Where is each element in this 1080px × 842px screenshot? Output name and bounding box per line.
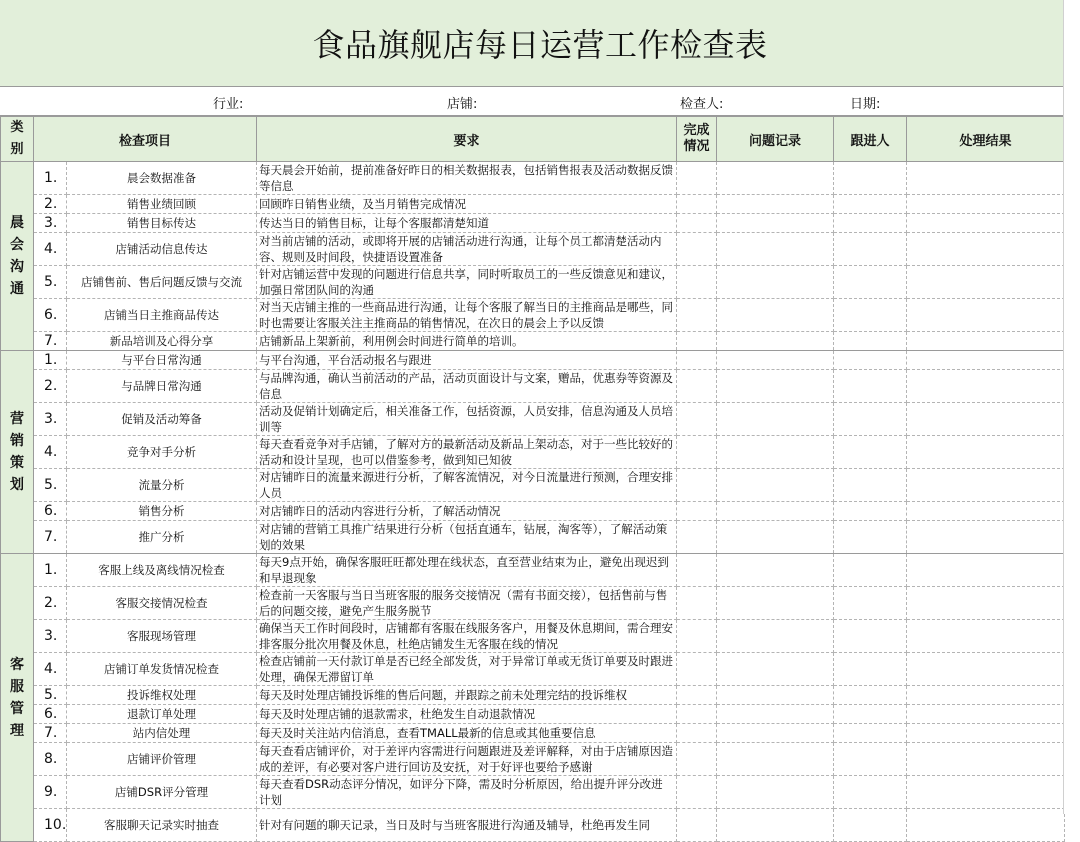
issue-cell[interactable] [717, 686, 834, 705]
category-label: 营销策划 [10, 411, 24, 493]
status-cell[interactable] [677, 620, 717, 653]
result-cell[interactable] [907, 162, 1065, 195]
result-cell[interactable] [907, 351, 1065, 370]
header-issue: 问题记录 [717, 117, 834, 162]
row-number: 3. [34, 620, 67, 653]
follower-cell[interactable] [834, 469, 907, 502]
row-number: 5. [34, 266, 67, 299]
sheet-right-edge [1063, 0, 1080, 814]
row-number: 6. [34, 705, 67, 724]
table-body [1, 162, 1065, 842]
requirement: 检查前一天客服与当日当班客服的服务交接情况（需有书面交接），包括售前与售后的问题交接，避免产生服务脱节 [257, 587, 677, 620]
status-cell[interactable] [677, 195, 717, 214]
status-cell[interactable] [677, 724, 717, 743]
follower-cell[interactable] [834, 587, 907, 620]
check-item: 与品牌日常沟通 [67, 370, 257, 403]
row-number: 1. [34, 351, 67, 370]
status-cell[interactable] [677, 403, 717, 436]
requirement: 每天查看店铺评价，对于差评内容需进行问题跟进及差评解释，对由于店铺原因造成的差评，有必要对客户进行回访及安抚，对于好评也要给予感谢 [257, 743, 677, 776]
row-number: 7. [34, 521, 67, 554]
status-cell[interactable] [677, 370, 717, 403]
status-cell[interactable] [677, 809, 717, 842]
status-cell[interactable] [677, 502, 717, 521]
header-item: 检查项目 [34, 117, 257, 162]
requirement: 对店铺昨日的流量来源进行分析，了解客流情况，对今日流量进行预测，合理安排人员 [257, 469, 677, 502]
status-cell[interactable] [677, 469, 717, 502]
industry-label: 行业: [213, 97, 244, 112]
table-row [1, 214, 1065, 233]
status-cell[interactable] [677, 521, 717, 554]
result-cell[interactable] [907, 502, 1065, 521]
status-cell[interactable] [677, 653, 717, 686]
check-item: 销售业绩回顾 [67, 195, 257, 214]
issue-cell[interactable] [717, 299, 834, 332]
row-number: 2. [34, 587, 67, 620]
issue-cell[interactable] [717, 403, 834, 436]
category-cell [1, 554, 34, 842]
status-cell[interactable] [677, 776, 717, 809]
row-number: 3. [34, 403, 67, 436]
table-row [1, 403, 1065, 436]
check-item: 推广分析 [67, 521, 257, 554]
row-number: 10. [34, 809, 67, 842]
table-row [1, 686, 1065, 705]
check-item: 与平台日常沟通 [67, 351, 257, 370]
result-cell[interactable] [907, 620, 1065, 653]
check-item: 客服交接情况检查 [67, 587, 257, 620]
follower-cell[interactable] [834, 809, 907, 842]
issue-cell[interactable] [717, 705, 834, 724]
table-row [1, 620, 1065, 653]
issue-cell[interactable] [717, 554, 834, 587]
issue-cell[interactable] [717, 521, 834, 554]
result-cell[interactable] [907, 587, 1065, 620]
row-number: 1. [34, 162, 67, 195]
row-number: 5. [34, 686, 67, 705]
requirement: 对店铺昨日的活动内容进行分析，了解活动情况 [257, 502, 677, 521]
issue-cell[interactable] [717, 266, 834, 299]
requirement: 每天及时关注站内信消息，查看TMALL最新的信息或其他重要信息 [257, 724, 677, 743]
result-cell[interactable] [907, 653, 1065, 686]
follower-cell[interactable] [834, 195, 907, 214]
issue-cell[interactable] [717, 502, 834, 521]
check-item: 销售分析 [67, 502, 257, 521]
table-row [1, 502, 1065, 521]
follower-cell[interactable] [834, 554, 907, 587]
check-item: 店铺当日主推商品传达 [67, 299, 257, 332]
result-cell[interactable] [907, 370, 1065, 403]
row-number: 1. [34, 554, 67, 587]
title-row [0, 0, 1080, 87]
check-item: 店铺DSR评分管理 [67, 776, 257, 809]
status-cell[interactable] [677, 554, 717, 587]
check-item: 流量分析 [67, 469, 257, 502]
requirement: 每天9点开始，确保客服旺旺都处理在线状态，直至营业结束为止，避免出现迟到和早退现象 [257, 554, 677, 587]
requirement: 对当天店铺主推的一些商品进行沟通，让每个客服了解当日的主推商品是哪些，同时也需要让客服关注主推商品的销售情况，在次日的晨会上予以反馈 [257, 299, 677, 332]
date-label: 日期: [850, 97, 881, 112]
status-cell[interactable] [677, 233, 717, 266]
table-row [1, 554, 1065, 587]
row-number: 8. [34, 743, 67, 776]
status-cell[interactable] [677, 162, 717, 195]
row-number: 2. [34, 370, 67, 403]
requirement: 每天查看DSR动态评分情况，如评分下降，需及时分析原因，给出提升评分改进计划 [257, 776, 677, 809]
table-row [1, 469, 1065, 502]
requirement: 与平台沟通，平台活动报名与跟进 [257, 351, 677, 370]
result-cell[interactable] [907, 214, 1065, 233]
result-cell[interactable] [907, 403, 1065, 436]
follower-cell[interactable] [834, 502, 907, 521]
issue-cell[interactable] [717, 195, 834, 214]
row-number: 7. [34, 724, 67, 743]
checklist-table [0, 116, 1065, 842]
requirement: 每天及时处理店铺投诉维的售后问题，并跟踪之前未处理完结的投诉维权 [257, 686, 677, 705]
check-item: 晨会数据准备 [67, 162, 257, 195]
category-cell [1, 351, 34, 554]
follower-cell[interactable] [834, 436, 907, 469]
check-item: 客服上线及离线情况检查 [67, 554, 257, 587]
table-row [1, 809, 1065, 842]
status-cell[interactable] [677, 351, 717, 370]
status-cell[interactable] [677, 587, 717, 620]
result-cell[interactable] [907, 686, 1065, 705]
follower-cell[interactable] [834, 653, 907, 686]
requirement: 确保当天工作时间段时，店铺都有客服在线服务客户，用餐及休息期间，需合理安排客服分批次用餐及休息，杜绝店铺发生无客服在线的情况 [257, 620, 677, 653]
table-row [1, 743, 1065, 776]
issue-cell[interactable] [717, 809, 834, 842]
requirement: 每天查看竞争对手店铺，了解对方的最新活动及新品上架动态，对于一些比较好的活动和设计呈现，也可以借鉴参考，做到知已知彼 [257, 436, 677, 469]
result-cell[interactable] [907, 469, 1065, 502]
check-item: 店铺活动信息传达 [67, 233, 257, 266]
check-item: 店铺订单发货情况检查 [67, 653, 257, 686]
check-item: 站内信处理 [67, 724, 257, 743]
result-cell[interactable] [907, 776, 1065, 809]
row-number: 4. [34, 233, 67, 266]
header-status: 完成情况 [677, 117, 717, 162]
header-requirement: 要求 [257, 117, 677, 162]
follower-cell[interactable] [834, 214, 907, 233]
table-row [1, 776, 1065, 809]
header-category: 类别 [1, 117, 34, 162]
result-cell[interactable] [907, 332, 1065, 351]
requirement: 针对有问题的聊天记录，当日及时与当班客服进行沟通及辅导，杜绝再发生同 [257, 809, 677, 842]
requirement: 店铺新品上架新前，利用例会时间进行简单的培训。 [257, 332, 677, 351]
requirement: 针对店铺运营中发现的问题进行信息共享，同时听取员工的一些反馈意见和建议，加强日常团队间的沟通 [257, 266, 677, 299]
requirement: 回顾昨日销售业绩，及当月销售完成情况 [257, 195, 677, 214]
shop-label: 店铺: [447, 97, 478, 112]
table-row [1, 521, 1065, 554]
check-item: 退款订单处理 [67, 705, 257, 724]
result-cell[interactable] [907, 705, 1065, 724]
row-number: 7. [34, 332, 67, 351]
table-row [1, 724, 1065, 743]
status-cell[interactable] [677, 299, 717, 332]
row-number: 3. [34, 214, 67, 233]
follower-cell[interactable] [834, 686, 907, 705]
requirement: 检查店铺前一天付款订单是否已经全部发货，对于异常订单或无货订单要及时跟进处理，确保无滞留订单 [257, 653, 677, 686]
table-row [1, 299, 1065, 332]
result-cell[interactable] [907, 195, 1065, 214]
sheet-title: 食品旗舰店每日运营工作检查表 [312, 26, 768, 64]
issue-cell[interactable] [717, 620, 834, 653]
issue-cell[interactable] [717, 776, 834, 809]
requirement: 与品牌沟通，确认当前活动的产品，活动页面设计与文案，赠品，优惠券等资源及信息 [257, 370, 677, 403]
result-cell[interactable] [907, 299, 1065, 332]
result-cell[interactable] [907, 809, 1065, 842]
follower-cell[interactable] [834, 403, 907, 436]
category-cell [1, 162, 34, 351]
row-number: 4. [34, 653, 67, 686]
check-item: 竞争对手分析 [67, 436, 257, 469]
follower-cell[interactable] [834, 351, 907, 370]
issue-cell[interactable] [717, 351, 834, 370]
check-item: 新品培训及心得分享 [67, 332, 257, 351]
status-cell[interactable] [677, 686, 717, 705]
status-cell[interactable] [677, 436, 717, 469]
issue-cell[interactable] [717, 653, 834, 686]
follower-cell[interactable] [834, 299, 907, 332]
table-row [1, 653, 1065, 686]
issue-cell[interactable] [717, 214, 834, 233]
issue-cell[interactable] [717, 162, 834, 195]
follower-cell[interactable] [834, 724, 907, 743]
row-number: 9. [34, 776, 67, 809]
row-number: 5. [34, 469, 67, 502]
requirement: 每天及时处理店铺的退款需求，杜绝发生自动退款情况 [257, 705, 677, 724]
check-item: 客服现场管理 [67, 620, 257, 653]
table-row [1, 587, 1065, 620]
requirement: 对当前店铺的活动，或即将开展的店铺活动进行沟通，让每个员工都清楚活动内容、规则及时间段，快捷语设置准备 [257, 233, 677, 266]
check-item: 店铺评价管理 [67, 743, 257, 776]
follower-cell[interactable] [834, 620, 907, 653]
result-cell[interactable] [907, 266, 1065, 299]
check-item: 客服聊天记录实时抽查 [67, 809, 257, 842]
category-label: 客服管理 [10, 656, 24, 739]
follower-cell[interactable] [834, 743, 907, 776]
follower-cell[interactable] [834, 162, 907, 195]
follower-cell[interactable] [834, 332, 907, 351]
row-number: 6. [34, 299, 67, 332]
requirement: 活动及促销计划确定后，相关准备工作，包括资源，人员安排，信息沟通及人员培训等 [257, 403, 677, 436]
status-cell[interactable] [677, 266, 717, 299]
check-item: 销售目标传达 [67, 214, 257, 233]
follower-cell[interactable] [834, 776, 907, 809]
requirement: 传达当日的销售目标，让每个客服都清楚知道 [257, 214, 677, 233]
result-cell[interactable] [907, 521, 1065, 554]
table-row [1, 266, 1065, 299]
issue-cell[interactable] [717, 469, 834, 502]
status-cell[interactable] [677, 705, 717, 724]
issue-cell[interactable] [717, 587, 834, 620]
table-row [1, 370, 1065, 403]
check-item: 投诉维权处理 [67, 686, 257, 705]
inspector-label: 检查人: [680, 97, 724, 112]
row-number: 4. [34, 436, 67, 469]
follower-cell[interactable] [834, 705, 907, 724]
issue-cell[interactable] [717, 332, 834, 351]
meta-row [0, 87, 1080, 116]
issue-cell[interactable] [717, 743, 834, 776]
table-row [1, 705, 1065, 724]
row-number: 2. [34, 195, 67, 214]
follower-cell[interactable] [834, 266, 907, 299]
follower-cell[interactable] [834, 521, 907, 554]
category-label: 晨会沟通 [10, 215, 24, 297]
result-cell[interactable] [907, 743, 1065, 776]
follower-cell[interactable] [834, 370, 907, 403]
issue-cell[interactable] [717, 370, 834, 403]
requirement: 对店铺的营销工具推广结果进行分析（包括直通车，钻展，淘客等），了解活动策划的效果 [257, 521, 677, 554]
issue-cell[interactable] [717, 436, 834, 469]
table-row [1, 351, 1065, 370]
issue-cell[interactable] [717, 233, 834, 266]
status-cell[interactable] [677, 332, 717, 351]
result-cell[interactable] [907, 436, 1065, 469]
table-row [1, 332, 1065, 351]
follower-cell[interactable] [834, 233, 907, 266]
result-cell[interactable] [907, 554, 1065, 587]
check-item: 店铺售前、售后问题反馈与交流 [67, 266, 257, 299]
check-item: 促销及活动筹备 [67, 403, 257, 436]
table-row [1, 162, 1065, 195]
status-cell[interactable] [677, 743, 717, 776]
result-cell[interactable] [907, 724, 1065, 743]
requirement: 每天晨会开始前，提前准备好昨日的相关数据报表，包括销售报表及活动数据反馈等信息 [257, 162, 677, 195]
header-row [1, 117, 1065, 162]
row-number: 6. [34, 502, 67, 521]
issue-cell[interactable] [717, 724, 834, 743]
table-row [1, 233, 1065, 266]
table-row [1, 436, 1065, 469]
header-follower: 跟进人 [834, 117, 907, 162]
table-row [1, 195, 1065, 214]
status-cell[interactable] [677, 214, 717, 233]
result-cell[interactable] [907, 233, 1065, 266]
header-result: 处理结果 [907, 117, 1065, 162]
